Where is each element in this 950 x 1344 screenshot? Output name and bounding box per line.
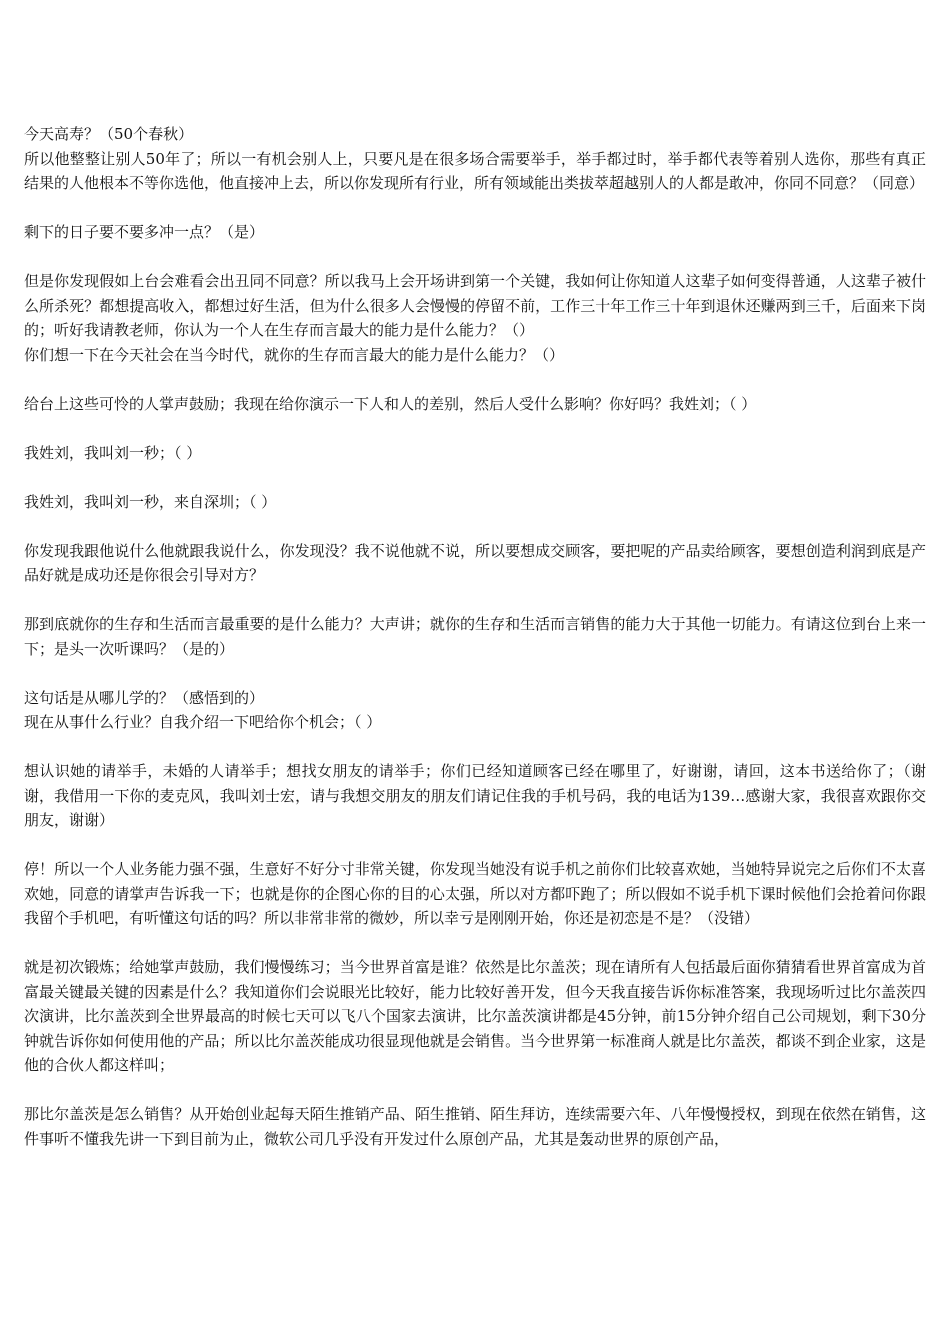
document-body (24, 122, 926, 1151)
paragraph: 想认识她的请举手，未婚的人请举手；想找女朋友的请举手；你们已经知道顾客已经在哪里了，好谢谢，请回，这本书送给你了；（谢谢，我借用一下你的麦克风，我叫刘士宏，请与我想交朋友的朋友们请记住我的手机号码，我的电话为139…感谢大家，我很喜欢跟你交朋友，谢谢） (24, 762, 926, 829)
paragraph: 剩下的日子要不要多冲一点？（是） (24, 223, 265, 241)
paragraph: 但是你发现假如上台会难看会出丑同不同意？所以我马上会开场讲到第一个关键，我如何让你知道人这辈子如何变得普通，人这辈子被什么所杀死？都想提高收入，都想过好生活，但为什么很多人会慢慢的停留不前，工作三十年工作三十年到退休还赚两到三千，后面来下岗的；听好我请教老师，你认为一个人在生存而言最大的能力是什么能力？（） (24, 272, 926, 339)
paragraph: 你发现我跟他说什么他就跟我说什么，你发现没？我不说他就不说，所以要想成交顾客，要把呢的产品卖给顾客，要想创造利润到底是产品好就是成功还是你很会引导对方？ (24, 541, 926, 584)
paragraph: 现在从事什么行业？自我介绍一下吧给你个机会；（ ） (24, 713, 382, 731)
paragraph: 那到底就你的生存和生活而言最重要的是什么能力？大声讲；就你的生存和生活而言销售的能力大于其他一切能力。有请这位到台上来一下；是头一次听课吗？（是的） (24, 615, 926, 658)
paragraph: 今天高寿？（50个春秋） (24, 125, 194, 143)
paragraph: 我姓刘，我叫刘一秒；（ ） (24, 443, 202, 462)
paragraph: 所以他整整让别人50年了；所以一有机会别人上，只要凡是在很多场合需要举手，举手都过时，举手都代表等着别人选你，那些有真正结果的人他根本不等你选他，他直接冲上去，所以你发现所有行业，所有领域能出类拔萃超越别人的人都是敢冲，你同不同意？（同意） (24, 149, 926, 192)
paragraph: 这句话是从哪儿学的？（感悟到的） (24, 688, 265, 707)
paragraph: 就是初次锻炼；给她掌声鼓励，我们慢慢练习；当今世界首富是谁？依然是比尔盖茨；现在请所有人包括最后面你猜猜看世界首富成为首富最关键最关键的因素是什么？我知道你们会说眼光比较好，能力比较好善开发，但今天我直接告诉你标准答案，我现场听过比尔盖茨四次演讲，比尔盖茨到全世界最高的时候七天可以飞八个国家去演讲，比尔盖茨演讲都是45分钟，前15分钟介绍自己公司规划，剩下30分钟就告诉你如何使用他的产品；所以比尔盖茨能成功很显现他就是会销售。当今世界第一标准商人就是比尔盖茨，都谈不到企业家，这是他的合伙人都这样叫； (24, 958, 926, 1074)
paragraph: 我姓刘，我叫刘一秒，来自深圳；（ ） (24, 492, 277, 511)
paragraph: 你们想一下在今天社会在当今时代，就你的生存而言最大的能力是什么能力？（） (24, 345, 565, 364)
paragraph: 停！所以一个人业务能力强不强，生意好不好分寸非常关键，你发现当她没有说手机之前你们比较喜欢她，当她特异说完之后你们不太喜欢她，同意的请掌声告诉我一下；也就是你的企图心你的目的心太强，所以对方都吓跑了；所以假如不说手机下课时候他们会抢着问你跟我留个手机吧，有听懂这句话的吗？所以非常非常的微妙，所以幸亏是刚刚开始，你还是初恋是不是？（没错） (24, 860, 926, 927)
paragraph: 给台上这些可怜的人掌声鼓励；我现在给你演示一下人和人的差别，然后人受什么影响？你好吗？我姓刘；（ ） (24, 394, 757, 413)
paragraph: 那比尔盖茨是怎么销售？从开始创业起每天陌生推销产品、陌生推销、陌生拜访，连续需要六年、八年慢慢授权，到现在依然在销售，这件事听不懂我先讲一下到目前为止，微软公司几乎没有开发过什么原创产品，尤其是轰动世界的原创产品， (24, 1105, 926, 1148)
